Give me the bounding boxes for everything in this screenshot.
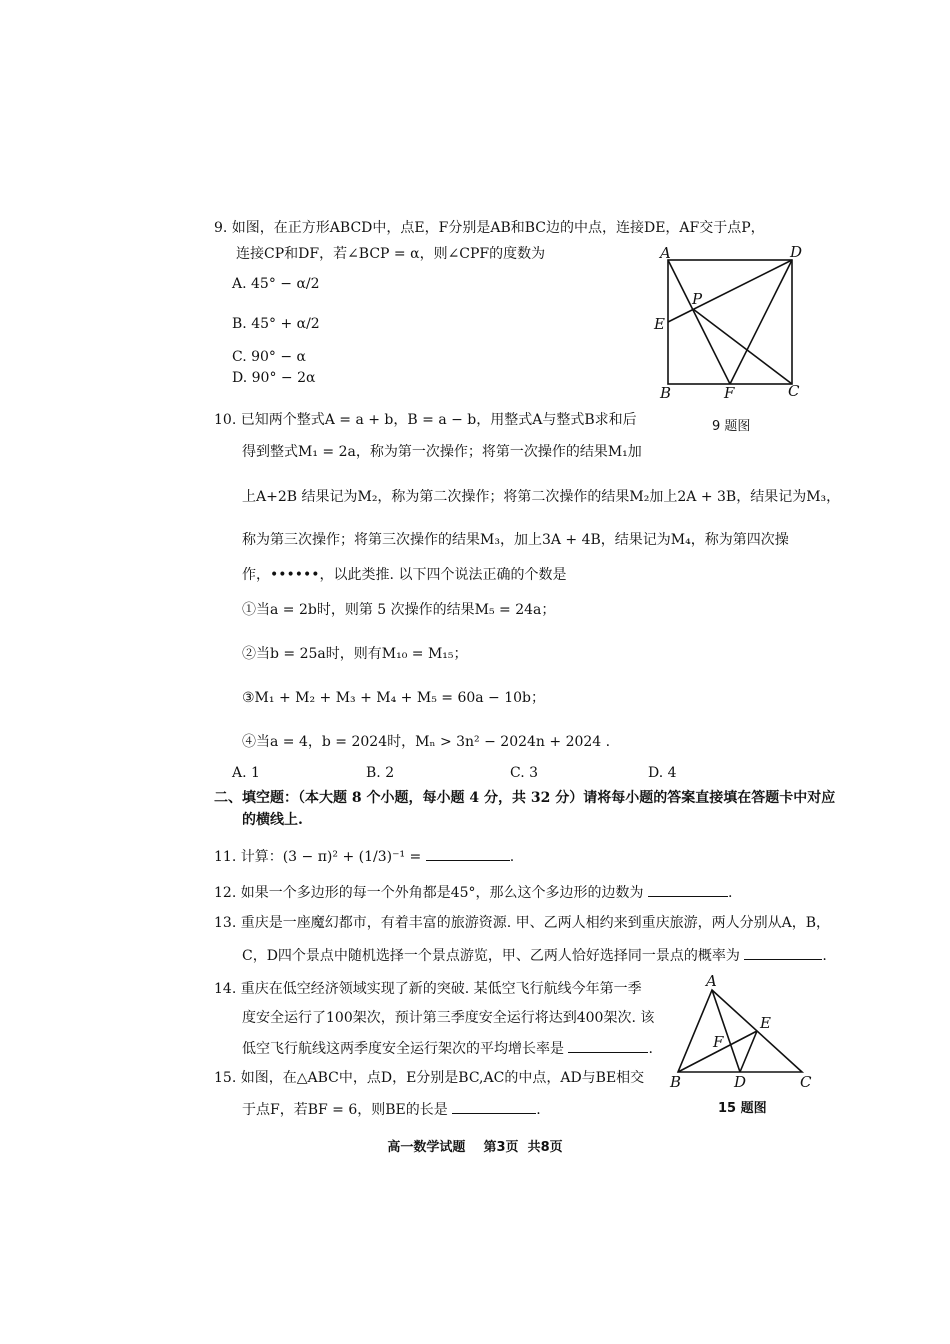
q12-prompt: 12. 如果一个多边形的每一个外角都是45°，那么这个多边形的边数为: [214, 885, 644, 901]
q11-prompt: 11. 计算：(3 − π)² + (1/3)⁻¹ =: [214, 849, 422, 865]
q9-option-c: C. 90° − α: [232, 349, 307, 365]
q13-end: .: [822, 948, 827, 964]
q9-option-b: B. 45° + α/2: [232, 316, 320, 332]
q11-text: [214, 846, 514, 867]
q10-option-d: D. 4: [648, 765, 677, 781]
q10-option-b: B. 2: [366, 765, 395, 781]
q10-line1: 10. 已知两个整式A = a + b，B = a − b，用整式A与整式B求和后: [214, 412, 637, 428]
q15-figure-caption: 15 题图: [718, 1101, 767, 1116]
q14-prompt: 低空飞行航线这两季度安全运行架次的平均增长率是: [242, 1041, 564, 1057]
q11-answer-blank[interactable]: [426, 846, 510, 861]
q15-end: .: [536, 1102, 541, 1118]
q10-line5: 作，••••••，以此类推. 以下四个说法正确的个数是: [242, 567, 567, 583]
q10-line3: 上A+2B 结果记为M₂，称为第二次操作；将第二次操作的结果M₂加上2A + 3B，结果记为M₃，: [242, 489, 841, 505]
q13-prompt: C，D四个景点中随机选择一个景点游览，甲、乙两人恰好选择同一景点的概率为: [242, 948, 740, 964]
section2-heading-line1: 二、填空题：（本大题 8 个小题，每小题 4 分，共 32 分）请将每小题的答案直接填在答题卡中对应: [214, 790, 836, 806]
q9-line2: 连接CP和DF，若∠BCP = α，则∠CPF的度数为: [236, 246, 546, 262]
section2-heading-line2: 的横线上.: [242, 812, 303, 828]
q14-end: .: [648, 1041, 653, 1057]
q9-label-p: P: [692, 290, 703, 308]
q12-answer-blank[interactable]: [648, 882, 728, 897]
q15-line2: [242, 1099, 541, 1120]
q12-end: .: [727, 885, 733, 901]
q15-label-d: D: [734, 1073, 747, 1091]
q15-label-c: C: [800, 1073, 812, 1091]
q13-line1: 13. 重庆是一座魔幻都市，有着丰富的旅游资源. 甲、乙两人相约来到重庆旅游，两人分别从A，B，: [214, 915, 831, 931]
q9-line1: 9. 如图，在正方形ABCD中，点E，F分别是AB和BC边的中点，连接DE，AF交于点P，: [214, 220, 765, 236]
q15-label-f: F: [713, 1033, 724, 1051]
q9-label-c: C: [788, 382, 800, 400]
q9-label-b: B: [660, 384, 672, 402]
q10-line4: 称为第三次操作；将第三次操作的结果M₃，加上3A + 4B，结果记为M₄，称为第四次操: [242, 532, 789, 548]
q13-line2: [242, 945, 827, 966]
q15-label-a: A: [706, 972, 717, 990]
q10-statement-4: ④当a = 4，b = 2024时，Mₙ > 3n² − 2024n + 2024 .: [242, 734, 611, 750]
q14-answer-blank[interactable]: [568, 1038, 648, 1053]
q12-text: [214, 882, 732, 903]
q15-label-e: E: [760, 1014, 771, 1032]
q9-option-d: D. 90° − 2α: [232, 370, 316, 386]
q14-line1: 14. 重庆在低空经济领域实现了新的突破. 某低空飞行航线今年第一季: [214, 981, 642, 997]
q15-figure: [664, 970, 824, 1095]
q9-label-e: E: [654, 315, 665, 333]
q9-figure-caption: 9 题图: [712, 419, 751, 434]
q15-answer-blank[interactable]: [452, 1099, 536, 1114]
q14-line2: 度安全运行了100架次，预计第三季度安全运行将达到400架次. 该: [242, 1010, 655, 1026]
q9-label-a: A: [660, 244, 671, 262]
q10-option-c: C. 3: [510, 765, 539, 781]
q15-line1: 15. 如图，在△ABC中，点D，E分别是BC,AC的中点，AD与BE相交: [214, 1070, 645, 1086]
q9-label-d: D: [790, 243, 803, 261]
q10-statement-1: ①当a = 2b时，则第 5 次操作的结果M₅ = 24a；: [242, 602, 556, 618]
page-footer: 高一数学试题 第3页 共8页: [387, 1140, 563, 1155]
q9-option-a: A. 45° − α/2: [232, 276, 320, 292]
q11-end: .: [509, 849, 515, 865]
q10-option-a: A. 1: [232, 765, 260, 781]
q9-label-f: F: [724, 384, 735, 402]
q9-figure: [650, 240, 810, 405]
q10-line2: 得到整式M₁ = 2a，称为第一次操作；将第一次操作的结果M₁加: [242, 444, 642, 460]
q13-answer-blank[interactable]: [744, 945, 822, 960]
q10-statement-3: ③M₁ + M₂ + M₃ + M₄ + M₅ = 60a − 10b；: [242, 690, 546, 706]
q14-line3: [242, 1038, 653, 1059]
q15-prompt: 于点F，若BF = 6，则BE的长是: [242, 1102, 448, 1118]
q15-label-b: B: [670, 1073, 682, 1091]
q10-statement-2: ②当b = 25a时，则有M₁₀ = M₁₅；: [242, 646, 468, 662]
